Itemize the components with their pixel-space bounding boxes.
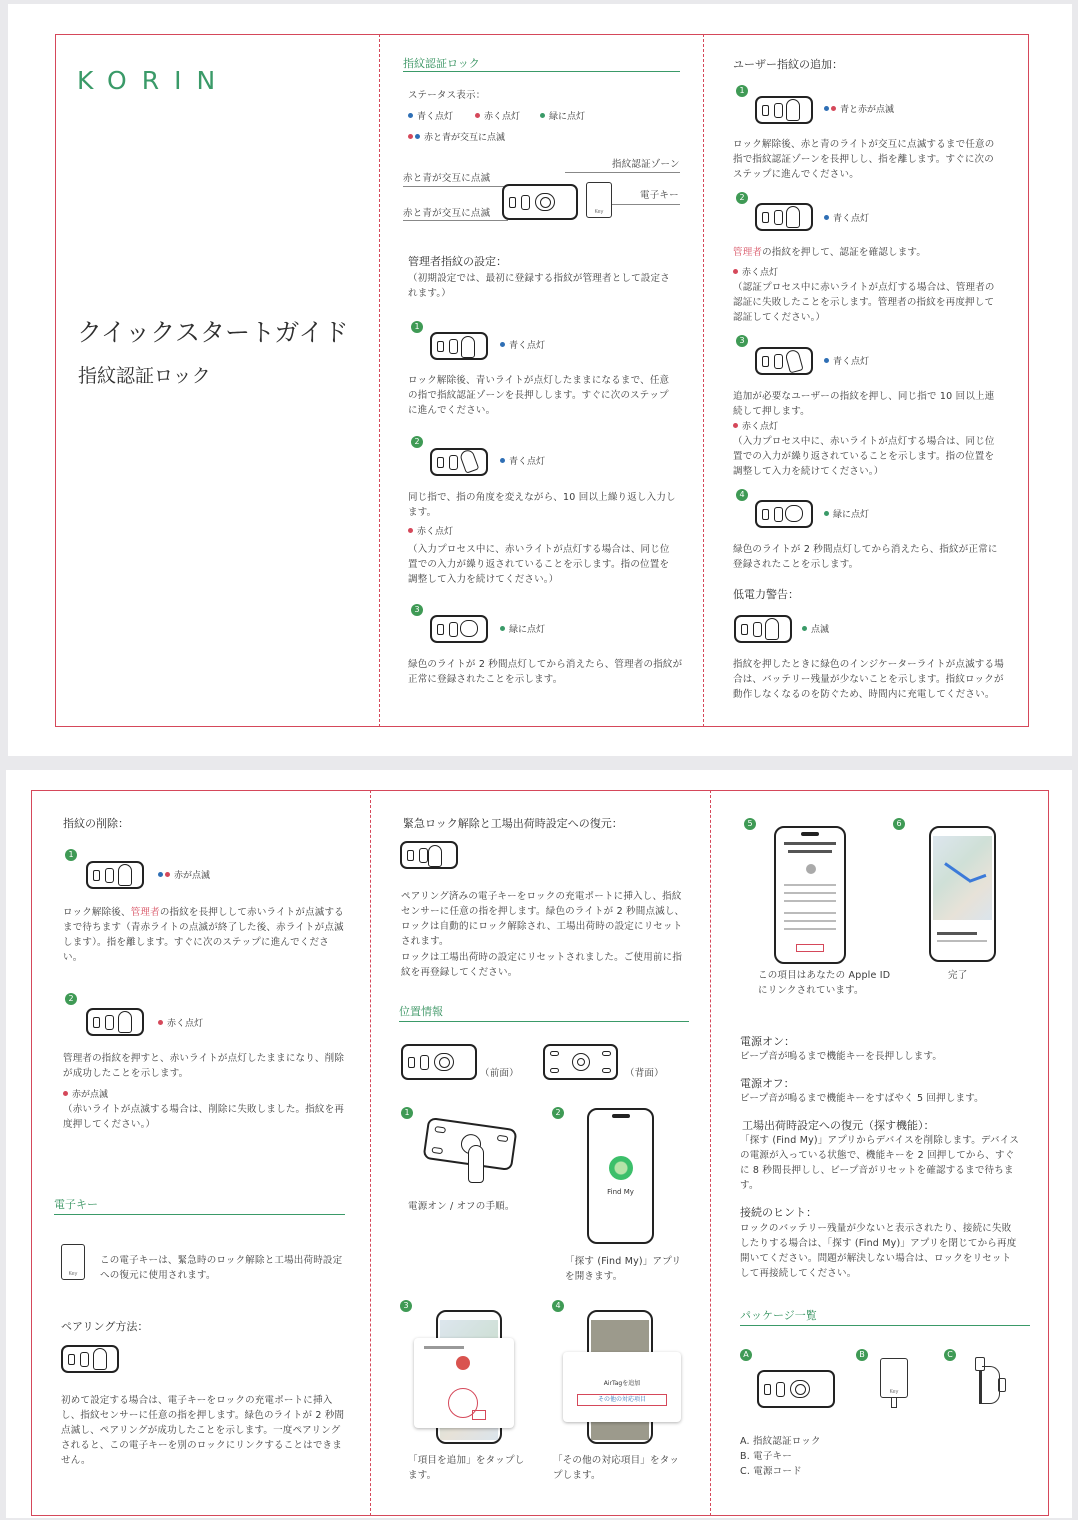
lock-icon [61,1345,119,1373]
emergency-text: ペアリング済みの電子キーをロックの充電ポートに挿入し、指紋センサーに任意の指を押します。緑色のライトが 2 秒間点滅し、ロックは自動的にロック解除され、工場出荷時の設定にリセットされます。 [401,891,685,947]
diagram-label: 赤と青が交互に点滅 [403,208,491,219]
step-caption: 電源オン / オフの手順。 [408,1201,515,1212]
package-lock-icon [757,1370,835,1408]
location-title: 位置情報 [399,1005,443,1018]
fold-line [703,34,704,727]
package-letter: B [856,1349,868,1361]
package-key-icon: Key [880,1358,908,1398]
step-status: 赤が点滅 [158,868,210,881]
step-text: 同じ指で、指の角度を変えながら、10 回以上繰り返し入力します。 [408,492,676,518]
step-caption: この項目はあなたの Apple ID にリンクされています。 [758,970,891,996]
step-caption: 完了 [948,970,968,981]
step-note: （赤いライトが点滅する場合は、削除に失敗しました。指紋を再度押してください。） [63,1104,345,1130]
fold-line [370,790,371,1516]
status-blue: 青く点灯 [408,109,453,122]
step-text: 緑色のライトが 2 秒間点灯してから消えたら、管理者の指紋が正常に登録されたことを示します。 [408,659,683,685]
emergency-text: ロックは工場出荷時の設定にリセットされました。ご使用前に指紋を再登録してください。 [401,952,683,978]
diagram-label: 赤と青が交互に点滅 [403,173,491,184]
emergency-heading: 緊急ロック解除と工場出荷時設定への復元： [403,817,623,830]
section-rule [403,71,680,72]
finger-icon [765,618,779,640]
front-label: （前面） [480,1068,519,1079]
phone-apple-id-icon [774,826,846,964]
step-text: ロック解除後、管理者の指紋を長押しして赤いライトが点滅するまで待ちます（青赤ライトの点滅が終了した後、赤ライトが点滅します）。指を離します。すぐに次のステップに進んでください。 [63,907,344,963]
sensor-icon [785,505,803,522]
lock-icon [734,615,792,643]
reset-heading: 工場出荷時設定への復元（探す機能）： [742,1119,935,1132]
step-status-red: 赤く点灯 [408,524,453,537]
step-number: 3 [736,335,748,347]
cover-subtitle: 指紋認証ロック [78,365,211,387]
step-number: 6 [893,818,905,830]
airtag-dialog: AirTagを追加 その他の対応項目 [563,1352,681,1422]
step-note: （入力プロセス中に、赤いライトが点灯する場合は、同じ位置での入力が繰り返されていることを示します。指の位置を調整して入力を続けてください。） [408,544,670,585]
package-item: A. 指紋認証ロック [740,1436,821,1447]
finger-icon [428,845,442,867]
low-power-text: 指紋を押したときに緑色のインジケーターライトが点滅する場合は、バッテリー残量が少ないことを示します。指紋ロックが動作しなくなるのを防ぐため、時間内に充電してください。 [733,659,1004,700]
step-number: 4 [552,1300,564,1312]
leader-line [403,220,508,221]
lock-diagram-icon [502,184,578,220]
fold-line [710,790,711,1516]
findmy-label: Find My [607,1188,634,1196]
step-status: 青く点灯 [500,338,545,351]
step-text: 緑色のライトが 2 秒間点灯してから消えたら、指紋が正常に登録されたことを示します。 [733,544,998,570]
step-status: 青と赤が点滅 [824,102,894,115]
step-text: 管理者の指紋を押すと、赤いライトが点灯したままになり、削除が成功したことを示します。 [63,1053,345,1079]
leader-line [403,186,508,187]
lock-icon [86,861,144,889]
status-alt: 赤と青が交互に点滅 [408,130,505,143]
user-heading: ユーザー指紋の追加： [733,58,843,71]
key-connector [891,1398,897,1408]
finger-icon [786,99,800,121]
ekey-text: この電子キーは、緊急時のロック解除と工場出荷時設定への復元に使用されます。 [100,1255,343,1281]
admin-note: （初期設定では、最初に登録する指紋が管理者として設定されます。） [408,273,670,299]
add-item-screen [414,1338,514,1428]
step-text: 追加が必要なユーザーの指紋を押し、同じ指で 10 回以上連続して押します。 [733,391,995,417]
finger-icon [461,336,475,358]
section-rule [740,1325,1030,1326]
lock-front-icon [401,1044,477,1080]
power-on-heading: 電源オン： [740,1035,795,1048]
step-caption: 「探す (Find My)」アプリを開きます。 [565,1256,682,1282]
phone-map-icon [929,826,996,962]
lock-icon [430,448,488,476]
leader-line [565,172,680,173]
brand-logo: KORIN [77,66,231,95]
step-number: 2 [736,192,748,204]
package-letter: C [944,1349,956,1361]
delete-heading: 指紋の削除： [63,817,129,830]
step-text: ロック解除後、青いライトが点灯したままになるまで、任意の指で指紋認証ゾーンを長押しします。すぐに次のステップに進んでください。 [408,375,670,416]
step-caption: 「その他の対応項目」をタップします。 [553,1455,680,1481]
sensor-icon [460,620,478,637]
step-number: 2 [65,993,77,1005]
pairing-text: 初めて設定する場合は、電子キーをロックの充電ポートに挿入し、指紋センサーに任意の指を押します。緑色のライトが 2 秒間点滅し、ペアリングが成功したことを示します。一度ペアリングされると、この電子キーを別のロックにリンクすることはできません。 [61,1395,345,1466]
tips-text: ロックのバッテリー残量が少ないと表示されたり、接続に失敗したりする場合は、「探す (Find My)」アプリを閉じてから再度開いてください。問題が解決しない場合は、ロックをリセットして再接続してください。 [740,1223,1017,1279]
lock-back-icon [543,1044,618,1080]
package-item: C. 電源コード [740,1466,802,1477]
step-number: 1 [736,85,748,97]
step-caption: 「項目を追加」をタップします。 [408,1455,525,1481]
finger-icon [786,206,800,228]
diagram-label: 指紋認証ゾーン [612,159,680,170]
step-status-red: 赤く点灯 [733,419,778,432]
step-number: 1 [401,1107,413,1119]
lock-icon [86,1008,144,1036]
step-status-red: 赤が点滅 [63,1087,108,1100]
step-note: （認証プロセス中に赤いライトが点灯する場合は、管理者の認証に失敗したことを示します。管理者の指紋を再度押して認証してください。） [733,282,995,323]
cable-plug-icon [998,1378,1006,1392]
section-rule [399,1021,689,1022]
hand-icon [468,1145,484,1183]
step-number: 5 [744,818,756,830]
step-number: 2 [411,436,423,448]
step-status: 緑に点灯 [500,622,545,635]
phone-findmy-icon [587,1108,654,1244]
step-number: 3 [411,604,423,616]
leader-line [612,204,680,205]
lock-icon [755,96,813,124]
step-status: 点滅 [802,622,829,635]
step-status: 青く点灯 [500,454,545,467]
step-text: 管理者の指紋を押して、認証を確認します。 [733,247,927,258]
pairing-heading: ペアリング方法： [61,1320,149,1333]
status-green: 緑に点灯 [540,109,585,122]
step-number: 4 [736,489,748,501]
electronic-key-icon: Key [586,182,612,218]
lock-icon [755,500,813,528]
lock-icon [755,347,813,375]
step-number: 1 [65,849,77,861]
step-text: ロック解除後、赤と青のライトが交互に点滅するまで任意の指で指紋認証ゾーンを長押しし、指を離します。すぐに次のステップに進んでください。 [733,139,995,180]
admin-heading: 管理者指紋の設定： [408,255,507,268]
finger-icon [118,864,132,886]
step-number: 2 [552,1107,564,1119]
power-on-text: ビープ音が鳴るまで機能キーを長押しします。 [740,1051,943,1062]
package-letter: A [740,1349,752,1361]
reset-text: 「探す (Find My)」アプリからデバイスを削除します。デバイスの電源が入っている状態で、機能キーを 2 回押してから、すぐに 8 秒間長押しし、ビープ音がリセットを確認するまで待ちます。 [740,1135,1020,1191]
section-rule [54,1214,345,1215]
package-title: パッケージ一覧 [740,1309,817,1322]
step-number: 1 [411,321,423,333]
lock-icon [755,203,813,231]
step-status: 青く点灯 [824,211,869,224]
status-red: 赤く点灯 [475,109,520,122]
step-status-red: 赤く点灯 [733,265,778,278]
step-status: 緑に点灯 [824,507,869,520]
step-note: （入力プロセス中に、赤いライトが点灯する場合は、同じ位置での入力が繰り返されていることを示します。指の位置を調整して入力を続けてください。） [733,436,995,477]
low-power-heading: 低電力警告： [733,588,799,601]
electronic-key-icon: Key [61,1244,85,1280]
section-title: 指紋認証ロック [403,57,480,70]
lock-icon [430,615,488,643]
cover-title: クイックスタートガイド [77,318,349,347]
finger-icon [93,1348,107,1370]
step-status: 赤く点灯 [158,1016,203,1029]
step-status: 青く点灯 [824,354,869,367]
fold-line [379,34,380,727]
tips-heading: 接続のヒント： [740,1206,817,1219]
back-label: （背面） [625,1068,664,1079]
package-item: B. 電子キー [740,1451,792,1462]
lock-icon [430,332,488,360]
diagram-label: 電子キー [640,190,679,201]
power-off-heading: 電源オフ： [740,1077,795,1090]
status-heading: ステータス表示： [408,90,486,101]
finger-icon [118,1011,132,1033]
step-number: 3 [400,1300,412,1312]
ekey-title: 電子キー [54,1198,98,1211]
power-off-text: ビープ音が鳴るまで機能キーをすばやく 5 回押します。 [740,1093,984,1104]
